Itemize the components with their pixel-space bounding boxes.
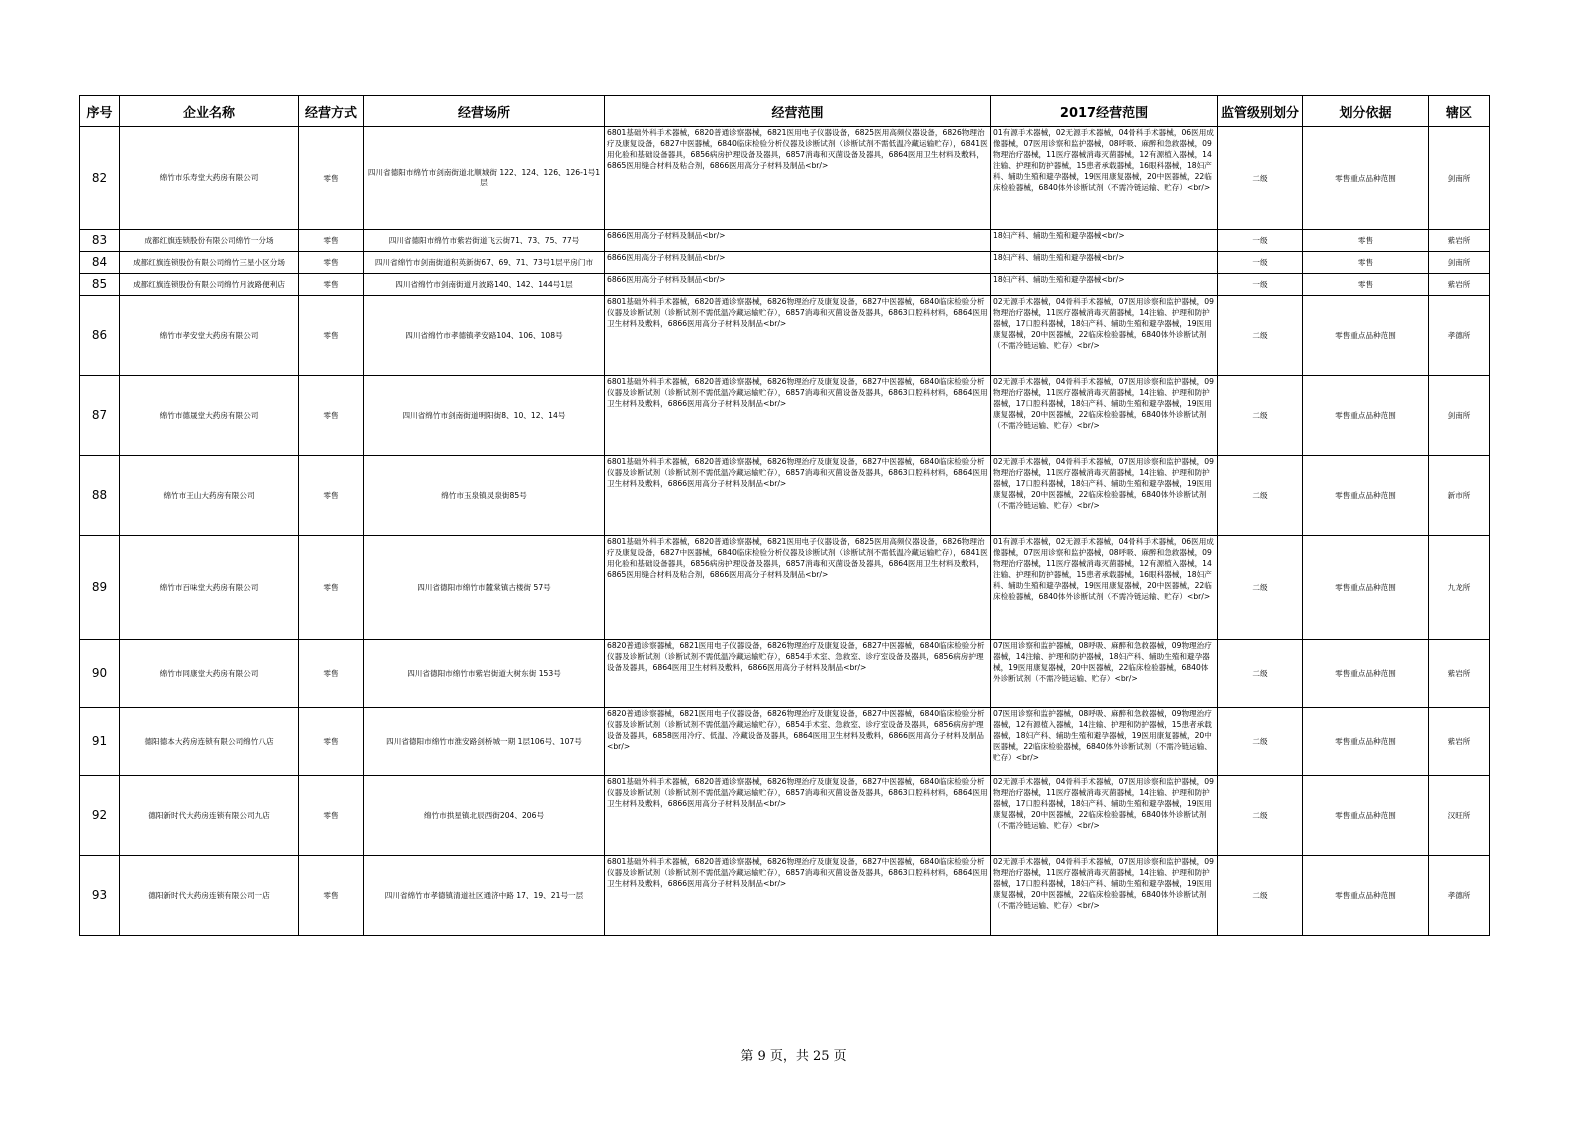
business-scope-cell-text: 6801基础外科手术器械，6820普通诊察器械，6821医用电子仪器设备，6825医用高频仪器设备，6826物理治疗及康复设备，6827中医器械，6840临床检验分析仪器及诊断试剂（诊断试剂不需低温冷藏运输贮存），6841医用化验和基础设备器具，6856病房护理设备及器具，6857消毒和灭菌设备及器具，6864医用卫生材料及敷料，6865医用缝合材料及粘合剂，6866医用高分子材料及制品<br/> xyxy=(607,537,988,579)
page-footer: 第 9 页，共 25 页 xyxy=(740,1049,847,1064)
business-mode-cell: 零售 xyxy=(299,274,364,296)
scope-2017-cell xyxy=(991,230,1218,252)
company-name-cell: 绵竹市同康堂大药房有限公司 xyxy=(120,640,299,708)
table-row xyxy=(80,127,1490,230)
serial-cell: 89 xyxy=(80,536,120,640)
classification-basis-cell: 零售重点品种范围 xyxy=(1303,776,1429,856)
table-header-row xyxy=(80,96,1490,127)
header-district: 辖区 xyxy=(1429,96,1490,127)
classification-basis-cell: 零售 xyxy=(1303,252,1429,274)
company-name-cell: 绵竹市德晟堂大药房有限公司 xyxy=(120,376,299,456)
supervision-level-cell: 二级 xyxy=(1218,296,1303,376)
scope-2017-cell-text: 18妇产科、辅助生殖和避孕器械<br/> xyxy=(993,231,1125,240)
district-cell: 新市所 xyxy=(1429,456,1490,536)
business-mode-cell: 零售 xyxy=(299,708,364,776)
serial-cell: 86 xyxy=(80,296,120,376)
business-mode-cell: 零售 xyxy=(299,296,364,376)
business-scope-cell xyxy=(605,296,991,376)
district-cell: 孝德所 xyxy=(1429,296,1490,376)
classification-basis-cell: 零售 xyxy=(1303,274,1429,296)
business-mode-cell: 零售 xyxy=(299,376,364,456)
supervision-level-cell: 二级 xyxy=(1218,127,1303,230)
business-scope-cell-text: 6801基础外科手术器械，6820普通诊察器械，6826物理治疗及康复设备，6827中医器械，6840临床检验分析仪器及诊断试剂（诊断试剂不需低温冷藏运输贮存），6857消毒和灭菌设备及器具，6863口腔科材料，6864医用卫生材料及敷料，6866医用高分子材料及制品<br/> xyxy=(607,777,988,808)
district-cell: 剑南所 xyxy=(1429,376,1490,456)
supervision-level-cell: 二级 xyxy=(1218,776,1303,856)
scope-2017-cell xyxy=(991,296,1218,376)
business-address-cell: 四川省绵竹市剑南街道明阳街8、10、12、14号 xyxy=(364,376,605,456)
company-name-cell: 绵竹市乐寿堂大药房有限公司 xyxy=(120,127,299,230)
scope-2017-cell-text: 18妇产科、辅助生殖和避孕器械<br/> xyxy=(993,253,1125,262)
company-name-cell: 成都红旗连锁股份有限公司绵竹三星小区分场 xyxy=(120,252,299,274)
business-scope-cell xyxy=(605,856,991,936)
serial-cell: 93 xyxy=(80,856,120,936)
scope-2017-cell xyxy=(991,776,1218,856)
serial-cell: 83 xyxy=(80,230,120,252)
business-address-cell: 四川省德阳市绵竹市紫岩街道大树东街 153号 xyxy=(364,640,605,708)
serial-cell: 85 xyxy=(80,274,120,296)
classification-basis-cell: 零售重点品种范围 xyxy=(1303,708,1429,776)
scope-2017-cell xyxy=(991,708,1218,776)
business-address-cell: 四川省德阳市绵竹市麓棠镇古楼街 57号 xyxy=(364,536,605,640)
scope-2017-cell xyxy=(991,456,1218,536)
company-name-cell: 德阳新时代大药房连锁有限公司九店 xyxy=(120,776,299,856)
business-scope-cell xyxy=(605,376,991,456)
business-address-cell: 四川省绵竹市剑南街道积英新街67、69、71、73号1层平房门市 xyxy=(364,252,605,274)
table-row xyxy=(80,274,1490,296)
scope-2017-cell xyxy=(991,856,1218,936)
scope-2017-cell-text: 02无源手术器械，04骨科手术器械，07医用诊察和监护器械，09物理治疗器械，11医疗器械消毒灭菌器械，14注输、护理和防护器械，17口腔科器械，18妇产科、辅助生殖和避孕器械，19医用康复器械，20中医器械，22临床检验器械，6840体外诊断试剂（不需冷链运输、贮存）<br/> xyxy=(993,777,1214,830)
table-body xyxy=(80,127,1490,936)
scope-2017-cell xyxy=(991,640,1218,708)
header-company-name: 企业名称 xyxy=(120,96,299,127)
classification-basis-cell: 零售重点品种范围 xyxy=(1303,856,1429,936)
district-cell: 紫岩所 xyxy=(1429,274,1490,296)
supervision-level-cell: 二级 xyxy=(1218,856,1303,936)
business-address-cell: 四川省德阳市绵竹市剑南街道北顺城街 122、124、126、126-1号1层 xyxy=(364,127,605,230)
business-scope-cell xyxy=(605,536,991,640)
header-serial: 序号 xyxy=(80,96,120,127)
business-address-cell: 四川省绵竹市孝德镇清道社区通济中路 17、19、21号一层 xyxy=(364,856,605,936)
district-cell: 紫岩所 xyxy=(1429,640,1490,708)
scope-2017-cell-text: 02无源手术器械，04骨科手术器械，07医用诊察和监护器械，09物理治疗器械，11医疗器械消毒灭菌器械，14注输、护理和防护器械，17口腔科器械，18妇产科、辅助生殖和避孕器械，19医用康复器械，20中医器械，22临床检验器械，6840体外诊断试剂（不需冷链运输、贮存）<br/> xyxy=(993,857,1214,910)
business-scope-cell xyxy=(605,274,991,296)
company-name-cell: 德阳新时代大药房连锁有限公司一店 xyxy=(120,856,299,936)
district-cell: 剑南所 xyxy=(1429,127,1490,230)
serial-cell: 88 xyxy=(80,456,120,536)
business-scope-cell-text: 6801基础外科手术器械，6820普通诊察器械，6826物理治疗及康复设备，6827中医器械，6840临床检验分析仪器及诊断试剂（诊断试剂不需低温冷藏运输贮存），6857消毒和灭菌设备及器具，6863口腔科材料，6864医用卫生材料及敷料，6866医用高分子材料及制品<br/> xyxy=(607,457,988,488)
scope-2017-cell-text: 07医用诊察和监护器械，08呼吸、麻醉和急救器械，09物理治疗器械，14注输、护理和防护器械，18妇产科、辅助生殖和避孕器械，19医用康复器械，20中医器械，22临床检验器械，6840体外诊断试剂（不需冷链运输、贮存）<br/> xyxy=(993,641,1212,683)
business-mode-cell: 零售 xyxy=(299,856,364,936)
company-name-cell: 绵竹市孝安堂大药房有限公司 xyxy=(120,296,299,376)
table-row xyxy=(80,376,1490,456)
scope-2017-cell xyxy=(991,252,1218,274)
table-row xyxy=(80,230,1490,252)
business-mode-cell: 零售 xyxy=(299,127,364,230)
business-address-cell: 四川省德阳市绵竹市淮安路剑桥城一期 1层106号、107号 xyxy=(364,708,605,776)
business-scope-cell-text: 6820普通诊察器械，6821医用电子仪器设备，6826物理治疗及康复设备，6827中医器械，6840临床检验分析仪器及诊断试剂（诊断试剂不需低温冷藏运输贮存），6854手术室、急救室、诊疗室设备及器具，6856病房护理设备及器具，6858医用冷疗、低温、冷藏设备及器具，6864医用卫生材料及敷料，6866医用高分子材料及制品<br/> xyxy=(607,709,985,751)
scope-2017-cell-text: 18妇产科、辅助生殖和避孕器械<br/> xyxy=(993,275,1125,284)
table-row xyxy=(80,856,1490,936)
business-scope-cell-text: 6866医用高分子材料及制品<br/> xyxy=(607,275,726,284)
table-row xyxy=(80,776,1490,856)
business-address-cell: 绵竹市拱星镇北辰西街204、206号 xyxy=(364,776,605,856)
table-row xyxy=(80,252,1490,274)
district-cell: 孝德所 xyxy=(1429,856,1490,936)
scope-2017-cell xyxy=(991,536,1218,640)
supervision-level-cell: 一级 xyxy=(1218,230,1303,252)
scope-2017-cell xyxy=(991,274,1218,296)
business-scope-cell-text: 6801基础外科手术器械，6820普通诊察器械，6821医用电子仪器设备，6825医用高频仪器设备，6826物理治疗及康复设备，6827中医器械，6840临床检验分析仪器及诊断试剂（诊断试剂不需低温冷藏运输贮存），6841医用化验和基础设备器具，6856病房护理设备及器具，6857消毒和灭菌设备及器具，6864医用卫生材料及敷料，6865医用缝合材料及粘合剂，6866医用高分子材料及制品<br/> xyxy=(607,128,988,170)
company-name-cell: 德阳德本大药房连锁有限公司绵竹八店 xyxy=(120,708,299,776)
scope-2017-cell-text: 02无源手术器械，04骨科手术器械，07医用诊察和监护器械，09物理治疗器械，11医疗器械消毒灭菌器械，14注输、护理和防护器械，17口腔科器械，18妇产科、辅助生殖和避孕器械，19医用康复器械，20中医器械，22临床检验器械，6840体外诊断试剂（不需冷链运输、贮存）<br/> xyxy=(993,377,1214,430)
table-row xyxy=(80,456,1490,536)
business-scope-cell xyxy=(605,127,991,230)
business-scope-cell xyxy=(605,230,991,252)
district-cell: 九龙所 xyxy=(1429,536,1490,640)
serial-cell: 82 xyxy=(80,127,120,230)
enterprise-table xyxy=(79,95,1490,936)
serial-cell: 84 xyxy=(80,252,120,274)
business-scope-cell xyxy=(605,252,991,274)
district-cell: 紫岩所 xyxy=(1429,230,1490,252)
table-row xyxy=(80,708,1490,776)
district-cell: 汉旺所 xyxy=(1429,776,1490,856)
business-scope-cell-text: 6801基础外科手术器械，6820普通诊察器械，6826物理治疗及康复设备，6827中医器械，6840临床检验分析仪器及诊断试剂（诊断试剂不需低温冷藏运输贮存），6857消毒和灭菌设备及器具，6863口腔科材料，6864医用卫生材料及敷料，6866医用高分子材料及制品<br/> xyxy=(607,377,988,408)
business-mode-cell: 零售 xyxy=(299,640,364,708)
table-row xyxy=(80,296,1490,376)
business-scope-cell xyxy=(605,708,991,776)
supervision-level-cell: 二级 xyxy=(1218,376,1303,456)
header-business-address: 经营场所 xyxy=(364,96,605,127)
scope-2017-cell-text: 01有源手术器械，02无源手术器械，04骨科手术器械，06医用成像器械，07医用诊察和监护器械，08呼吸、麻醉和急救器械，09物理治疗器械，11医疗器械消毒灭菌器械，12有源植入器械，14注输、护理和防护器械，15患者承载器械，16眼科器械，18妇产科、辅助生殖和避孕器械，19医用康复器械，20中医器械，22临床检验器械，6840体外诊断试剂（不需冷链运输、贮存）<br/> xyxy=(993,128,1214,192)
header-business-mode: 经营方式 xyxy=(299,96,364,127)
classification-basis-cell: 零售重点品种范围 xyxy=(1303,456,1429,536)
scope-2017-cell-text: 07医用诊察和监护器械，08呼吸、麻醉和急救器械，09物理治疗器械，12有源植入器械，14注输、护理和防护器械，15患者承载器械，18妇产科、辅助生殖和避孕器械，19医用康复器械，20中医器械，22临床检验器械，6840体外诊断试剂（不需冷链运输、贮存）<br/> xyxy=(993,709,1212,762)
supervision-level-cell: 二级 xyxy=(1218,640,1303,708)
business-scope-cell xyxy=(605,456,991,536)
classification-basis-cell: 零售 xyxy=(1303,230,1429,252)
supervision-level-cell: 一级 xyxy=(1218,274,1303,296)
business-mode-cell: 零售 xyxy=(299,456,364,536)
business-address-cell: 四川省绵竹市剑南街道月波路140、142、144号1层 xyxy=(364,274,605,296)
supervision-level-cell: 二级 xyxy=(1218,708,1303,776)
supervision-level-cell: 二级 xyxy=(1218,536,1303,640)
business-address-cell: 四川省德阳市绵竹市紫岩街道飞云街71、73、75、77号 xyxy=(364,230,605,252)
company-name-cell: 成都红旗连锁股份有限公司绵竹一分场 xyxy=(120,230,299,252)
table-row xyxy=(80,640,1490,708)
business-address-cell: 绵竹市玉泉镇灵泉街85号 xyxy=(364,456,605,536)
serial-cell: 92 xyxy=(80,776,120,856)
business-address-cell: 四川省绵竹市孝德镇孝安路104、106、108号 xyxy=(364,296,605,376)
classification-basis-cell: 零售重点品种范围 xyxy=(1303,296,1429,376)
header-business-scope: 经营范围 xyxy=(605,96,991,127)
business-mode-cell: 零售 xyxy=(299,252,364,274)
company-name-cell: 绵竹市百味堂大药房有限公司 xyxy=(120,536,299,640)
classification-basis-cell: 零售重点品种范围 xyxy=(1303,536,1429,640)
business-scope-cell-text: 6866医用高分子材料及制品<br/> xyxy=(607,253,726,262)
business-scope-cell-text: 6820普通诊察器械，6821医用电子仪器设备，6826物理治疗及康复设备，6827中医器械，6840临床检验分析仪器及诊断试剂（诊断试剂不需低温冷藏运输贮存），6854手术室、急救室、诊疗室设备及器具，6856病房护理设备及器具，6864医用卫生材料及敷料，6866医用高分子材料及制品<br/> xyxy=(607,641,985,672)
classification-basis-cell: 零售重点品种范围 xyxy=(1303,376,1429,456)
header-classification-basis: 划分依据 xyxy=(1303,96,1429,127)
business-scope-cell xyxy=(605,776,991,856)
district-cell: 剑南所 xyxy=(1429,252,1490,274)
business-scope-cell-text: 6866医用高分子材料及制品<br/> xyxy=(607,231,726,240)
business-mode-cell: 零售 xyxy=(299,230,364,252)
business-mode-cell: 零售 xyxy=(299,536,364,640)
district-cell: 紫岩所 xyxy=(1429,708,1490,776)
business-scope-cell xyxy=(605,640,991,708)
serial-cell: 91 xyxy=(80,708,120,776)
scope-2017-cell xyxy=(991,376,1218,456)
supervision-level-cell: 二级 xyxy=(1218,456,1303,536)
serial-cell: 90 xyxy=(80,640,120,708)
supervision-level-cell: 一级 xyxy=(1218,252,1303,274)
company-name-cell: 成都红旗连锁股份有限公司绵竹月波路便利店 xyxy=(120,274,299,296)
scope-2017-cell-text: 01有源手术器械，02无源手术器械，04骨科手术器械，06医用成像器械，07医用诊察和监护器械，08呼吸、麻醉和急救器械，09物理治疗器械，11医疗器械消毒灭菌器械，12有源植入器械，14注输、护理和防护器械，15患者承载器械，16眼科器械，18妇产科、辅助生殖和避孕器械，19医用康复器械，20中医器械，22临床检验器械，6840体外诊断试剂（不需冷链运输、贮存）<br/> xyxy=(993,537,1214,601)
classification-basis-cell: 零售重点品种范围 xyxy=(1303,127,1429,230)
scope-2017-cell-text: 02无源手术器械，04骨科手术器械，07医用诊察和监护器械，09物理治疗器械，11医疗器械消毒灭菌器械，14注输、护理和防护器械，17口腔科器械，18妇产科、辅助生殖和避孕器械，19医用康复器械，20中医器械，22临床检验器械，6840体外诊断试剂（不需冷链运输、贮存）<br/> xyxy=(993,297,1214,350)
scope-2017-cell xyxy=(991,127,1218,230)
header-supervision-level: 监管级别划分 xyxy=(1218,96,1303,127)
business-scope-cell-text: 6801基础外科手术器械，6820普通诊察器械，6826物理治疗及康复设备，6827中医器械，6840临床检验分析仪器及诊断试剂（诊断试剂不需低温冷藏运输贮存），6857消毒和灭菌设备及器具，6863口腔科材料，6864医用卫生材料及敷料，6866医用高分子材料及制品<br/> xyxy=(607,297,988,328)
business-scope-cell-text: 6801基础外科手术器械，6820普通诊察器械，6826物理治疗及康复设备，6827中医器械，6840临床检验分析仪器及诊断试剂（诊断试剂不需低温冷藏运输贮存），6857消毒和灭菌设备及器具，6863口腔科材料，6864医用卫生材料及敷料，6866医用高分子材料及制品<br/> xyxy=(607,857,988,888)
scope-2017-cell-text: 02无源手术器械，04骨科手术器械，07医用诊察和监护器械，09物理治疗器械，11医疗器械消毒灭菌器械，14注输、护理和防护器械，17口腔科器械，18妇产科、辅助生殖和避孕器械，19医用康复器械，20中医器械，22临床检验器械，6840体外诊断试剂（不需冷链运输、贮存）<br/> xyxy=(993,457,1214,510)
company-name-cell: 绵竹市王山大药房有限公司 xyxy=(120,456,299,536)
serial-cell: 87 xyxy=(80,376,120,456)
classification-basis-cell: 零售重点品种范围 xyxy=(1303,640,1429,708)
header-scope-2017: 2017经营范围 xyxy=(991,96,1218,127)
business-mode-cell: 零售 xyxy=(299,776,364,856)
table-row xyxy=(80,536,1490,640)
